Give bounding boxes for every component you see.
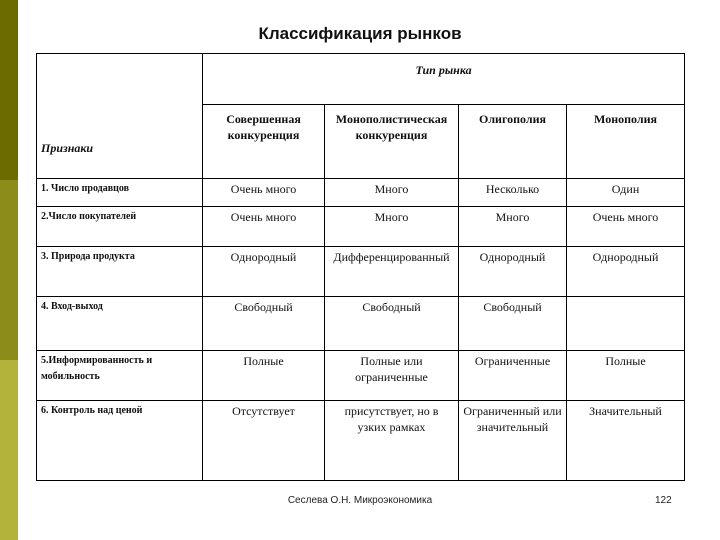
table-cell: Ограниченные bbox=[459, 351, 567, 401]
row-label: 4. Вход-выход bbox=[37, 297, 203, 351]
table-cell: Несколько bbox=[459, 179, 567, 207]
page-number: 122 bbox=[655, 495, 672, 506]
table-cell: Свободный bbox=[325, 297, 459, 351]
table-cell: Полные bbox=[203, 351, 325, 401]
table-cell: Очень много bbox=[203, 179, 325, 207]
sidebar-block-bottom bbox=[0, 360, 18, 540]
table-cell: Свободный bbox=[203, 297, 325, 351]
table-cell: Отсутствует bbox=[203, 401, 325, 481]
row-label: 2.Число покупателей bbox=[37, 207, 203, 247]
sidebar-block-middle bbox=[0, 180, 18, 360]
table-row bbox=[37, 247, 685, 297]
table-cell: Дифференцированный bbox=[325, 247, 459, 297]
table-row bbox=[37, 207, 685, 247]
footer-author: Сеслева О.Н. Микроэкономика bbox=[287, 495, 433, 506]
column-header-oligopoly: Олигополия bbox=[459, 105, 567, 179]
row-label: 1. Число продавцов bbox=[37, 179, 203, 207]
row-label: 3. Природа продукта bbox=[37, 247, 203, 297]
sidebar-decoration bbox=[0, 0, 18, 540]
row-label: 5.Информированность и мобильность bbox=[37, 351, 203, 401]
table-row bbox=[37, 297, 685, 351]
table-cell: Значительный bbox=[567, 401, 685, 481]
column-header-monopoly: Монополия bbox=[567, 105, 685, 179]
table-cell: Ограниченный или значительный bbox=[459, 401, 567, 481]
table-cell: Один bbox=[567, 179, 685, 207]
market-classification-table bbox=[36, 53, 685, 481]
table-cell: Однородный bbox=[567, 247, 685, 297]
table-cell: Много bbox=[325, 207, 459, 247]
table-row bbox=[37, 401, 685, 481]
table-cell: присутствует, но в узких рамках bbox=[325, 401, 459, 481]
table-cell: Очень много bbox=[567, 207, 685, 247]
table-cell bbox=[567, 297, 685, 351]
table-cell: Много bbox=[325, 179, 459, 207]
table-cell: Много bbox=[459, 207, 567, 247]
table-row bbox=[37, 179, 685, 207]
table-row bbox=[37, 351, 685, 401]
table-cell: Очень много bbox=[203, 207, 325, 247]
table-cell: Однородный bbox=[459, 247, 567, 297]
table-cell: Полные bbox=[567, 351, 685, 401]
feature-header: Признаки bbox=[37, 54, 203, 179]
market-type-header: Тип рынка bbox=[203, 54, 685, 105]
table-cell: Свободный bbox=[459, 297, 567, 351]
slide-title: Классификация рынков bbox=[258, 24, 462, 43]
column-header-perfect-competition: Совершенная конкуренция bbox=[203, 105, 325, 179]
table-cell: Полные или ограниченные bbox=[325, 351, 459, 401]
header-row-top bbox=[37, 54, 685, 105]
column-header-monopolistic-competition: Монополистическая конкуренция bbox=[325, 105, 459, 179]
table-cell: Однородный bbox=[203, 247, 325, 297]
row-label: 6. Контроль над ценой bbox=[37, 401, 203, 481]
